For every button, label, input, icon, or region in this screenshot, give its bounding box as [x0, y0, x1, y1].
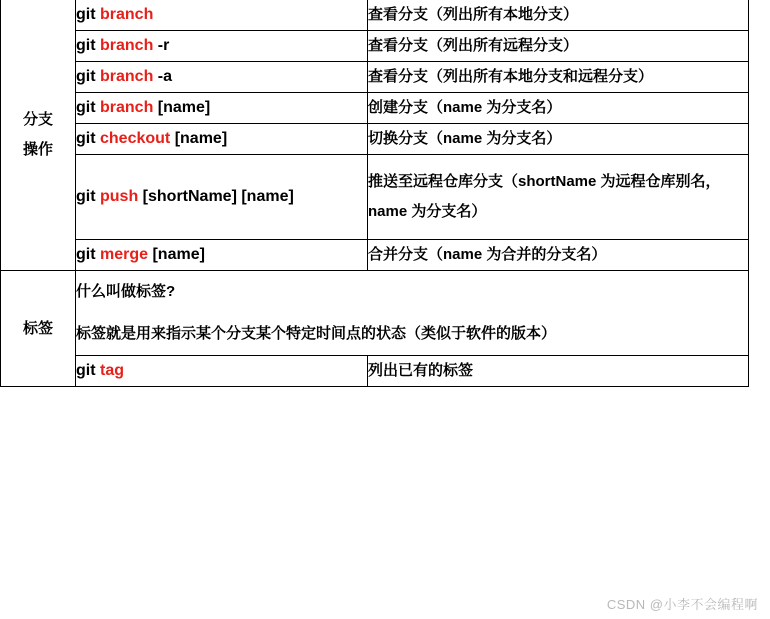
command-prefix: git: [76, 6, 100, 23]
command-suffix: -a: [153, 68, 173, 85]
command-prefix: git: [76, 246, 100, 263]
command-suffix: [name]: [153, 99, 211, 116]
command-suffix: [name]: [170, 130, 228, 147]
command-cell: [76, 124, 368, 155]
tag-note-cell: [76, 271, 749, 356]
table-row: [1, 62, 749, 93]
command-keyword: checkout: [100, 130, 171, 147]
description-cell: 查看分支（列出所有本地分支和远程分支）: [368, 62, 749, 93]
table-row: [1, 93, 749, 124]
command-prefix: git: [76, 188, 100, 205]
description-cell: 推送至远程仓库分支（shortName 为远程仓库别名，name 为分支名）: [368, 155, 749, 240]
table-row: [1, 0, 749, 31]
tag-note-line: 什么叫做标签?: [76, 283, 176, 300]
command-suffix: [name]: [148, 246, 205, 263]
description-cell: 列出已有的标签: [368, 356, 749, 387]
table-row: [1, 271, 749, 356]
description-cell: 查看分支（列出所有本地分支）: [368, 0, 749, 31]
command-keyword: tag: [100, 362, 124, 379]
table-row: [1, 124, 749, 155]
command-keyword: branch: [100, 99, 154, 116]
command-prefix: git: [76, 68, 100, 85]
command-cell: [76, 62, 368, 93]
command-cell: [76, 155, 368, 240]
command-suffix: -r: [153, 37, 170, 54]
command-prefix: git: [76, 362, 100, 379]
description-cell: 创建分支（name 为分支名）: [368, 93, 749, 124]
group-label-line: 标签: [22, 319, 53, 337]
command-suffix: [shortName] [name]: [138, 188, 294, 205]
command-prefix: git: [76, 130, 100, 147]
group-label-tag: [1, 271, 76, 387]
command-prefix: git: [76, 99, 100, 116]
group-label-line: 操作: [22, 141, 53, 158]
command-keyword: branch: [100, 37, 154, 54]
command-cell: [76, 240, 368, 271]
tag-note-line: 标签就是用来指示某个分支某个特定时间点的状态（类似于软件的版本）: [76, 325, 557, 342]
command-cell: [76, 356, 368, 387]
command-prefix: git: [76, 37, 100, 54]
command-keyword: push: [100, 188, 139, 205]
table-row: [1, 31, 749, 62]
table-row: [1, 356, 749, 387]
command-keyword: merge: [100, 246, 149, 263]
command-keyword: branch: [100, 68, 154, 85]
table-row: [1, 155, 749, 240]
description-cell: 查看分支（列出所有远程分支）: [368, 31, 749, 62]
command-keyword: branch: [100, 6, 154, 23]
description-cell: 合并分支（name 为合并的分支名）: [368, 240, 749, 271]
group-label-line: 分支: [22, 111, 53, 128]
watermark: CSDN @小李不会编程啊: [606, 597, 758, 612]
group-label-branch: [1, 0, 76, 271]
table-row: [1, 240, 749, 271]
command-cell: [76, 93, 368, 124]
command-cell: [76, 0, 368, 31]
description-cell: 切换分支（name 为分支名）: [368, 124, 749, 155]
command-cell: [76, 31, 368, 62]
